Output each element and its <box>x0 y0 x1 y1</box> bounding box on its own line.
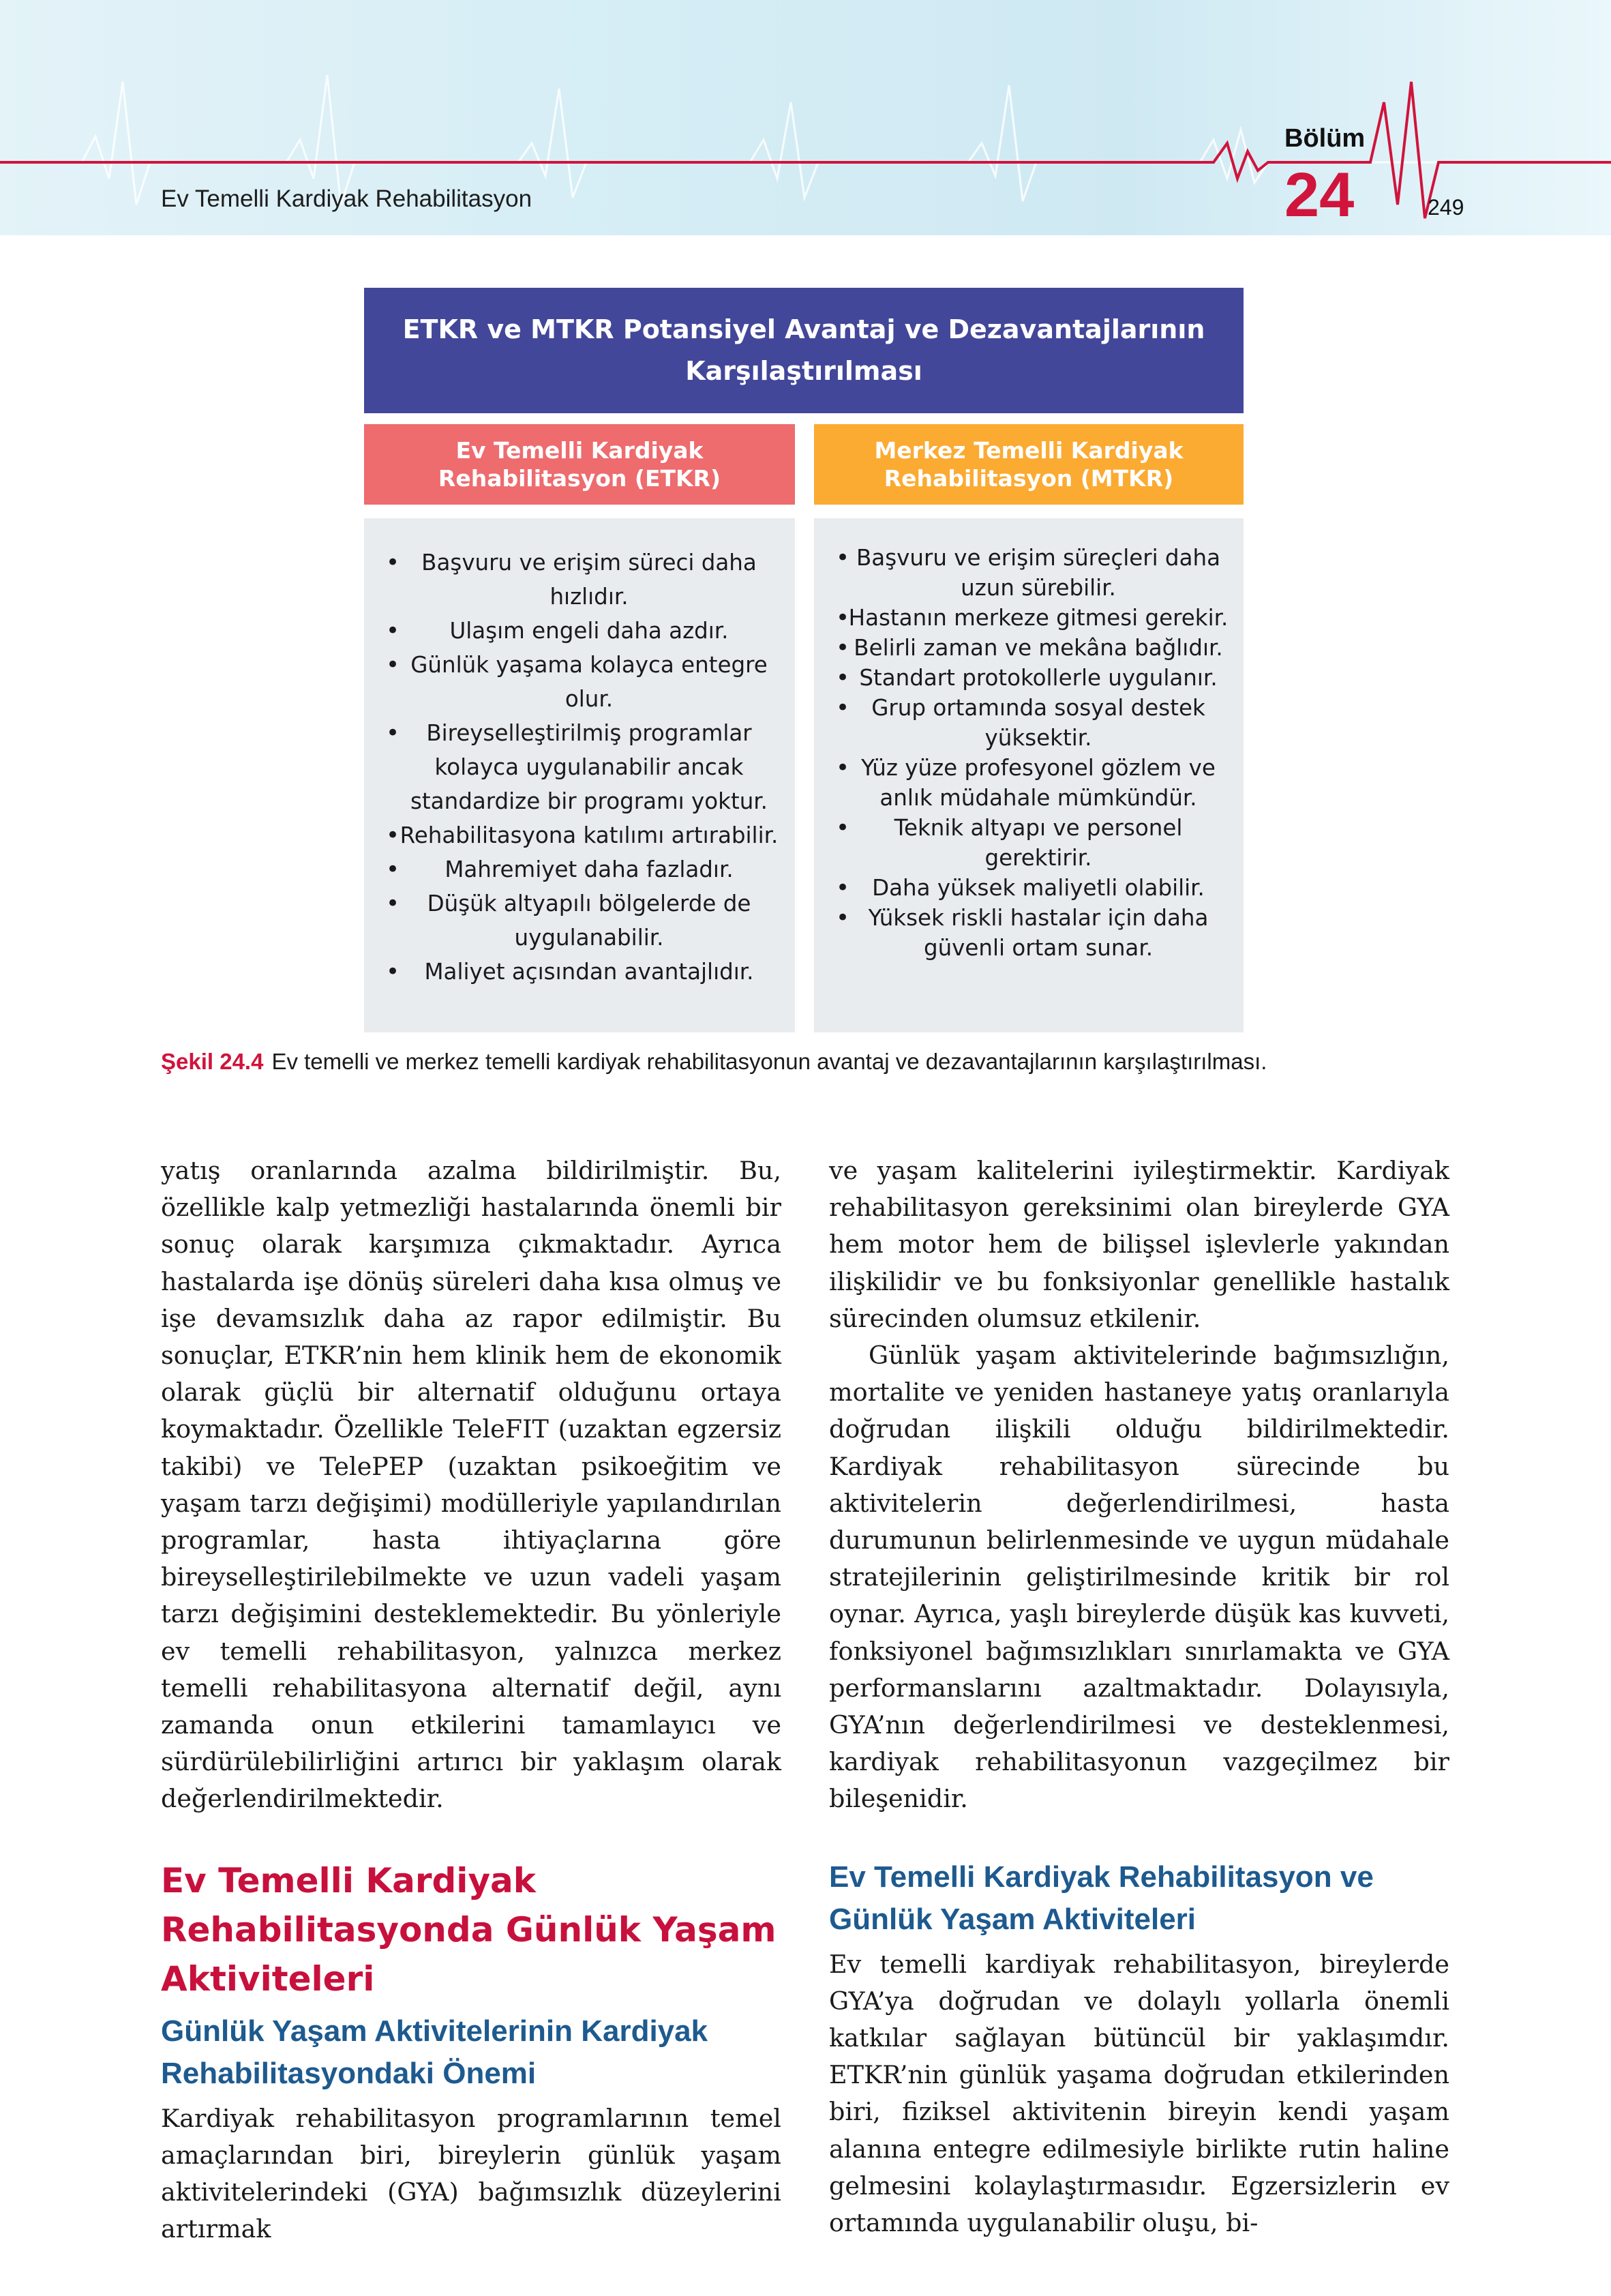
etkr-item: • Mahremiyet daha fazladır. <box>370 852 789 886</box>
mtkr-item: • Teknik altyapı ve personel gerektirir. <box>819 813 1238 873</box>
body-paragraph: Kardiyak rehabilitasyon programlarının temel amaçlarından biri, bireylerin günlük yaşam aktivitelerindeki (GYA) bağımsızlık düzeylerini artırmak <box>161 2103 781 2244</box>
etkr-item: • Maliyet açısından avantajlıdır. <box>370 955 789 989</box>
section-heading: Ev Temelli Kardiyak Rehabilitasyonda Günlük Yaşam Aktiviteleri <box>161 1860 777 1999</box>
mtkr-header: Merkez Temelli Kardiyak Rehabilitasyon (MTKR) <box>814 424 1244 505</box>
mtkr-item: • Standart protokollerle uygulanır. <box>819 663 1238 693</box>
etkr-item: • Rehabilitasyona katılımı artırabilir. <box>370 818 789 852</box>
mtkr-item: • Grup ortamında sosyal destek yüksektir. <box>819 693 1238 753</box>
etkr-item: • Bireyselleştirilmiş programlar kolayca uygulanabilir ancak standardize bir programı yoktur. <box>370 716 789 818</box>
body-paragraph: ve yaşam kalitelerini iyileştirmektir. Kardiyak rehabilitasyon gereksinimi olan bireylerde GYA hem motor hem de bilişsel işlevlerle yakından ilişkilidir ve bu fonksiyonlar genellikle hastalık sürecinden olumsuz etkilenir. <box>829 1156 1449 1333</box>
figure-caption <box>161 1049 1456 1075</box>
mtkr-list <box>819 543 1238 963</box>
mtkr-item: • Belirli zaman ve mekâna bağlıdır. <box>819 633 1238 663</box>
subsection-heading: Günlük Yaşam Aktivitelerinin Kardiyak Rehabilitasyondaki Önemi <box>161 2014 708 2090</box>
mtkr-list-panel <box>814 518 1244 1032</box>
subsection-heading: Ev Temelli Kardiyak Rehabilitasyon ve Günlük Yaşam Aktiviteleri <box>829 1860 1374 1936</box>
left-column <box>161 1152 781 2248</box>
body-paragraph: Günlük yaşam aktivitelerinde bağımsızlığın, mortalite ve yeniden hastaneye yatış oranlarıyla doğrudan ilişkili olduğu bildirilmektedir. Kardiyak rehabilitasyon sürecinde bu aktivitelerin değerlendirilmesi, hasta durumunun belirlenmesinde ve uygun müdahale stratejilerinin geliştirilmesinde kritik bir rol oynar. Ayrıca, yaşlı bireylerde düşük kas kuvveti, fonksiyonel bağımsızlıkları sınırlamakta ve GYA performanslarını azaltmaktadır. Dolayısıyla, GYA’nın değerlendirilmesi ve desteklenmesi, kardiyak rehabilitasyonun vazgeçilmez bir bileşenidir. <box>829 1341 1449 1814</box>
etkr-list <box>370 546 789 989</box>
page-number: 249 <box>1428 195 1464 220</box>
mtkr-item: • Başvuru ve erişim süreçleri daha uzun sürebilir. <box>819 543 1238 603</box>
figure-title: ETKR ve MTKR Potansiyel Avantaj ve Dezavantajlarının Karşılaştırılması <box>364 288 1244 413</box>
mtkr-item: • Hastanın merkeze gitmesi gerekir. <box>819 603 1238 633</box>
chapter-label: Bölüm <box>1284 124 1366 153</box>
mtkr-item: • Daha yüksek maliyetli olabilir. <box>819 873 1238 903</box>
right-column <box>829 1152 1449 2241</box>
etkr-list-panel <box>364 518 795 1032</box>
body-paragraph: yatış oranlarında azalma bildirilmiştir. Bu, özellikle kalp yetmezliği hastalarında önemli bir sonuç olarak karşımıza çıkmaktadır. Ayrıca hastalarda işe dönüş süreleri daha kısa olmuş ve işe devamsızlık daha az rapor edilmiştir. Bu sonuçlar, ETKR’nin hem klinik hem de ekonomik olarak güçlü bir alternatif olduğunu ortaya koymaktadır. Özellikle TeleFIT (uzaktan egzersiz takibi) ve TelePEP (uzaktan psikoeğitim ve yaşam tarzı değişimi) modülleriyle yapılandırılan programlar, hasta ihtiyaçlarına göre bireyselleştirilebilmekte ve uzun vadeli yaşam tarzı değişimini desteklemektedir. Bu yönleriyle ev temelli rehabilitasyon, yalnızca merkez temelli rehabilitasyona alternatif değil, aynı zamanda onun etkilerini tamamlayıcı ve sürdürülebilirliğini artırıcı bir yaklaşım olarak değerlendirilmektedir. <box>161 1156 781 1814</box>
body-paragraph: Ev temelli kardiyak rehabilitasyon, bireylerde GYA’ya doğrudan ve dolaylı yollarla önemli katkılar sağlayan bütüncül bir yaklaşımdır. ETKR’nin günlük yaşama doğrudan etkilerinden biri, fiziksel aktivitenin bireyin kendi yaşam alanına entegre edilmesiyle birlikte rutin haline gelmesini kolaylaştırmasıdır. Egzersizlerin ev ortamında uygulanabilir oluşu, bi- <box>829 1949 1449 2238</box>
etkr-header: Ev Temelli Kardiyak Rehabilitasyon (ETKR) <box>364 424 795 505</box>
running-title: Ev Temelli Kardiyak Rehabilitasyon <box>161 185 532 212</box>
mtkr-item: • Yüksek riskli hastalar için daha güvenli ortam sunar. <box>819 903 1238 963</box>
etkr-item: • Ulaşım engeli daha azdır. <box>370 614 789 648</box>
mtkr-item: • Yüz yüze profesyonel gözlem ve anlık müdahale mümkündür. <box>819 753 1238 813</box>
caption-label: Şekil 24.4 <box>161 1049 264 1074</box>
etkr-item: • Düşük altyapılı bölgelerde de uygulanabilir. <box>370 886 789 955</box>
etkr-item: • Başvuru ve erişim süreci daha hızlıdır. <box>370 546 789 614</box>
chapter-number: 24 <box>1284 160 1355 230</box>
etkr-item: • Günlük yaşama kolayca entegre olur. <box>370 648 789 716</box>
comparison-figure <box>364 288 1244 1032</box>
caption-text: Ev temelli ve merkez temelli kardiyak rehabilitasyonun avantaj ve dezavantajlarının karşılaştırılması. <box>271 1049 1267 1074</box>
